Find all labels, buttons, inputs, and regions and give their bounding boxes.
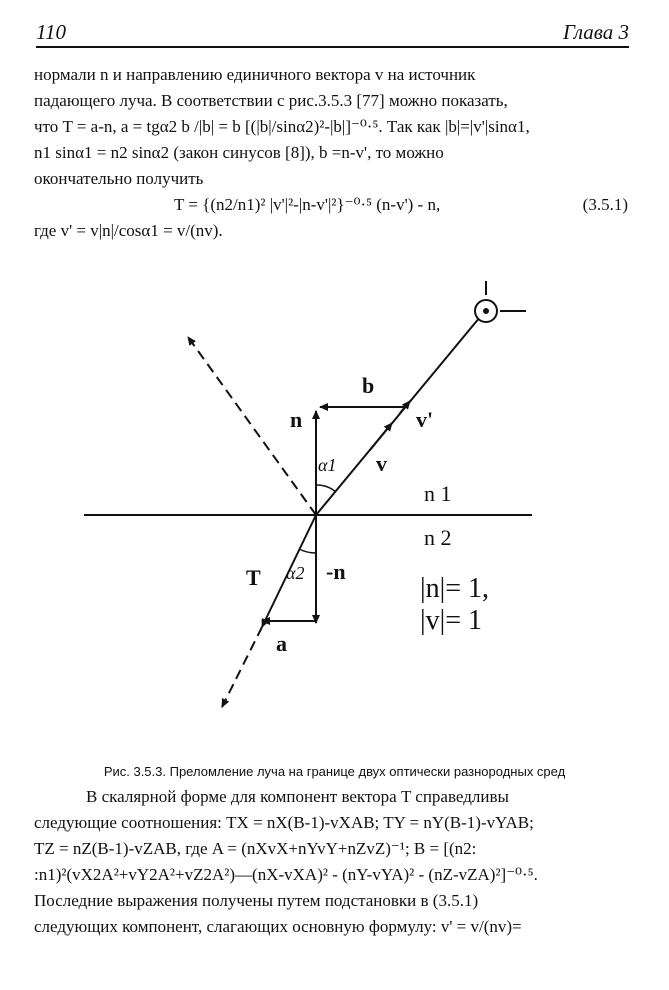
label-alpha1: α1 <box>318 455 337 475</box>
label-v: v <box>376 451 387 476</box>
text-line: окончательно получить <box>34 169 204 188</box>
label-b: b <box>362 373 375 398</box>
angle-arc-alpha2 <box>299 549 316 553</box>
label-n1: n 1 <box>424 481 452 506</box>
page-header <box>36 14 629 48</box>
bottom-paragraph <box>34 784 634 940</box>
label-norm-v: |v|= 1 <box>420 605 483 636</box>
text-line: нормали n и направлению единичного вектора v на источник <box>34 65 476 84</box>
label-norm-n: |n|= 1, <box>420 573 490 604</box>
label-n: n <box>290 407 303 432</box>
text-line: :n1)²(vX2A²+vY2A²+vZ2A²)—(nX-vXA)² - (nY-vYA)² - (nZ-vZA)²]⁻⁰·⁵. <box>34 865 538 884</box>
chapter-title: Глава 3 <box>563 20 629 44</box>
refracted-ray-continuation <box>222 627 262 707</box>
equation: T = {(n2/n1)² |v'|²-|n-v'|²}⁻⁰·⁵ (n-v') - n, <box>174 195 441 214</box>
label-T: T <box>246 565 261 590</box>
text-line: где v' = v|n|/cosα1 = v/(nv). <box>34 221 223 240</box>
label-a: a <box>276 631 287 656</box>
vector-v-arrow <box>370 423 392 450</box>
incident-ray <box>316 317 480 515</box>
top-paragraph <box>34 62 634 244</box>
text-line: В скалярной форме для компонент вектора T справедливы <box>86 787 509 806</box>
label-n2: n 2 <box>424 525 452 550</box>
equation-number: (3.5.1) <box>582 195 628 214</box>
text-line: падающего луча. В соответствии с рис.3.5.3 [77] можно показать, <box>34 91 508 110</box>
source-dot-icon <box>483 308 489 314</box>
text-line: n1 sinα1 = n2 sinα2 (закон синусов [8]), b =n-v', то можно <box>34 143 444 162</box>
refraction-diagram <box>0 255 669 755</box>
page-number: 110 <box>36 20 66 44</box>
text-line: TZ = nZ(B-1)-vZAB, где A = (nXvX+nYvY+nZvZ)⁻¹; B = [(n2: <box>34 839 477 858</box>
label-minus-n: -n <box>326 559 346 584</box>
text-line: Последние выражения получены путем подстановки в (3.5.1) <box>34 891 479 910</box>
figure-caption: Рис. 3.5.3. Преломление луча на границе двух оптически разнородных сред <box>103 764 566 779</box>
text-line: следующих компонент, слагающих основную формулу: v' = v/(nv)= <box>34 917 522 936</box>
text-line: следующие соотношения: TX = nX(B-1)-vXAB; TY = nY(B-1)-vYAB; <box>34 813 534 832</box>
angle-arc-alpha1 <box>316 485 336 492</box>
label-v-prime: v' <box>416 407 434 432</box>
text-line: что T = a-n, a = tgα2 b /|b| = b [(|b|/sinα2)²-|b|]⁻⁰·⁵. Так как |b|=|v'|sinα1, <box>34 117 530 136</box>
refraction-figure <box>0 255 669 755</box>
label-alpha2: α2 <box>286 563 305 583</box>
equation-row <box>34 192 634 218</box>
header-rule <box>36 46 629 48</box>
